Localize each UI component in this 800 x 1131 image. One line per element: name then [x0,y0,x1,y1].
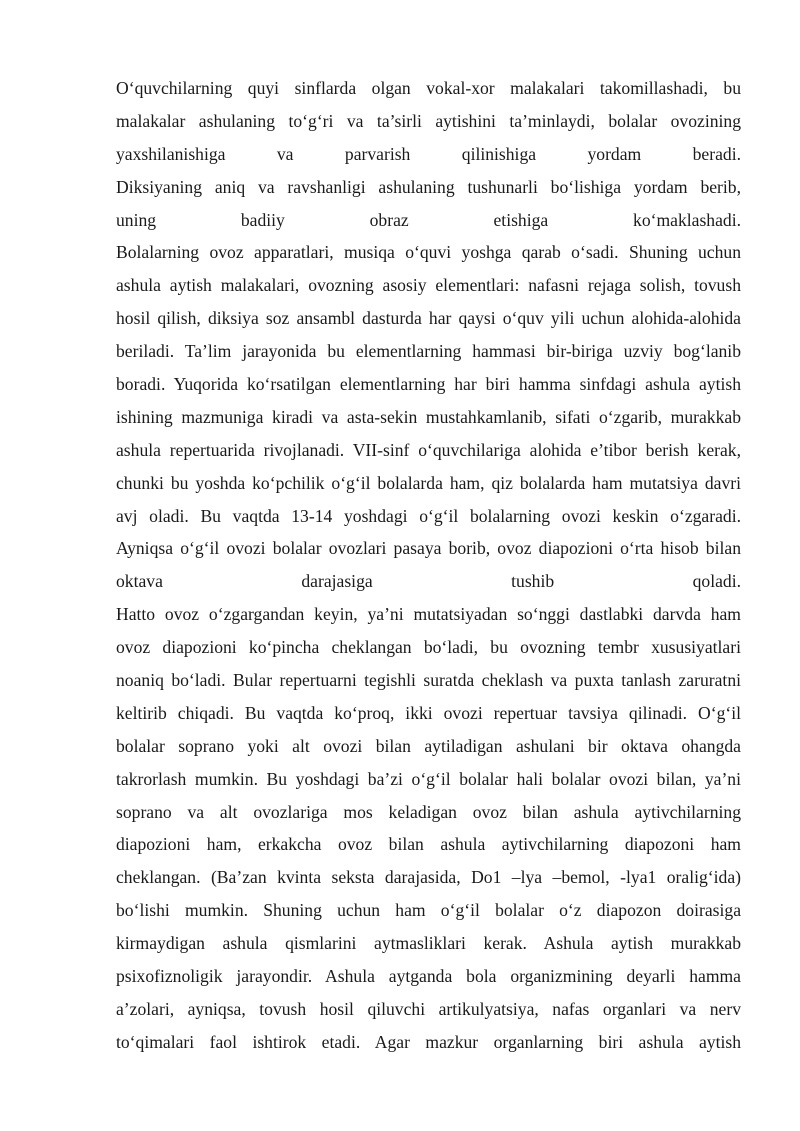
text-line: cheklangan. (Ba’zan kvinta seksta darajasida, Do1 –lya –bemol, -lya1 oralig‘ida) [116,867,741,888]
text-line: soprano va alt ovozlariga mos keladigan ovoz bilan ashula aytivchilarning [116,801,741,822]
text-line: chunki bu yoshda ko‘pchilik o‘g‘il bolalarda ham, qiz bolalarda ham mutatsiya davri [116,472,741,493]
text-line: bo‘lishi mumkin. Shuning uchun ham o‘g‘il bolalar o‘z diapozon doirasiga [116,900,741,921]
text-line: Ayniqsa o‘g‘il ovozi bolalar ovozlari pasaya borib, ovoz diapozioni o‘rta hisob bilan [116,538,741,559]
text-line: psixofiznoligik jarayondir. Ashula aytganda bola organizmining deyarli hamma [116,966,741,987]
text-line: to‘qimalari faol ishtirok etadi. Agar mazkur organlarning biri ashula aytish [116,1031,741,1052]
text-line: hosil qilish, diksiya soz ansambl dasturda har qaysi o‘quv yili uchun alohida-alohida [116,308,741,329]
text-line: beriladi. Ta’lim jarayonida bu elementlarning hammasi bir-biriga uzviy bog‘lanib [116,341,741,362]
text-line: uning badiiy obraz etishiga ko‘maklashadi. [116,209,741,230]
text-line: ishining mazmuniga kiradi va asta-sekin mustahkamlanib, sifati o‘zgarib, murakkab [116,406,741,427]
text-line: ovoz diapozioni ko‘pincha cheklangan bo‘ladi, bu ovozning tembr xususiyatlari [116,637,741,658]
text-line: bolalar soprano yoki alt ovozi bilan aytiladigan ashulani bir oktava ohangda [116,735,741,756]
text-line: Bolalarning ovoz apparatlari, musiqa o‘quvi yoshga qarab o‘sadi. Shuning uchun [116,242,741,263]
document-page [116,72,741,1059]
text-line: oktava darajasiga tushib qoladi. [116,571,741,592]
text-line: noaniq bo‘ladi. Bular repertuarni tegishli suratda cheklash va puxta tanlash zaruratni [116,670,741,691]
text-line: diapozioni ham, erkakcha ovoz bilan ashula aytivchilarning diapozoni ham [116,834,741,855]
text-line: O‘quvchilarning quyi sinflarda olgan vokal-xor malakalari takomillashadi, bu [116,78,741,98]
text-line: malakalar ashulaning to‘g‘ri va ta’sirli aytishini ta’minlaydi, bolalar ovozining [116,110,741,131]
text-line: a’zolari, ayniqsa, tovush hosil qiluvchi artikulyatsiya, nafas organlari va nerv [116,998,741,1019]
text-line: keltirib chiqadi. Bu vaqtda ko‘proq, ikki ovozi repertuar tavsiya qilinadi. O‘g‘il [116,702,741,723]
text-line: yaxshilanishiga va parvarish qilinishiga yordam beradi. [116,143,741,164]
text-line: Diksiyaning aniq va ravshanligi ashulaning tushunarli bo‘lishiga yordam berib, [116,176,741,197]
text-line: ashula aytish malakalari, ovozning asosiy elementlari: nafasni rejaga solish, tovush [116,275,741,296]
text-line: takrorlash mumkin. Bu yoshdagi ba’zi o‘g‘il bolalar hali bolalar ovozi bilan, ya’ni [116,768,741,789]
text-line: ashula repertuarida rivojlanadi. VII-sinf o‘quvchilariga alohida e’tibor berish kerak, [116,439,741,460]
text-line: Hatto ovoz o‘zgargandan keyin, ya’ni mutatsiyadan so‘nggi dastlabki darvda ham [116,604,741,625]
text-line: kirmaydigan ashula qismlarini aytmasliklari kerak. Ashula aytish murakkab [116,933,741,954]
text-line: avj oladi. Bu vaqtda 13-14 yoshdagi o‘g‘il bolalarning ovozi keskin o‘zgaradi. [116,505,741,526]
text-line: boradi. Yuqorida ko‘rsatilgan elementlarning har biri hamma sinfdagi ashula aytish [116,374,741,395]
